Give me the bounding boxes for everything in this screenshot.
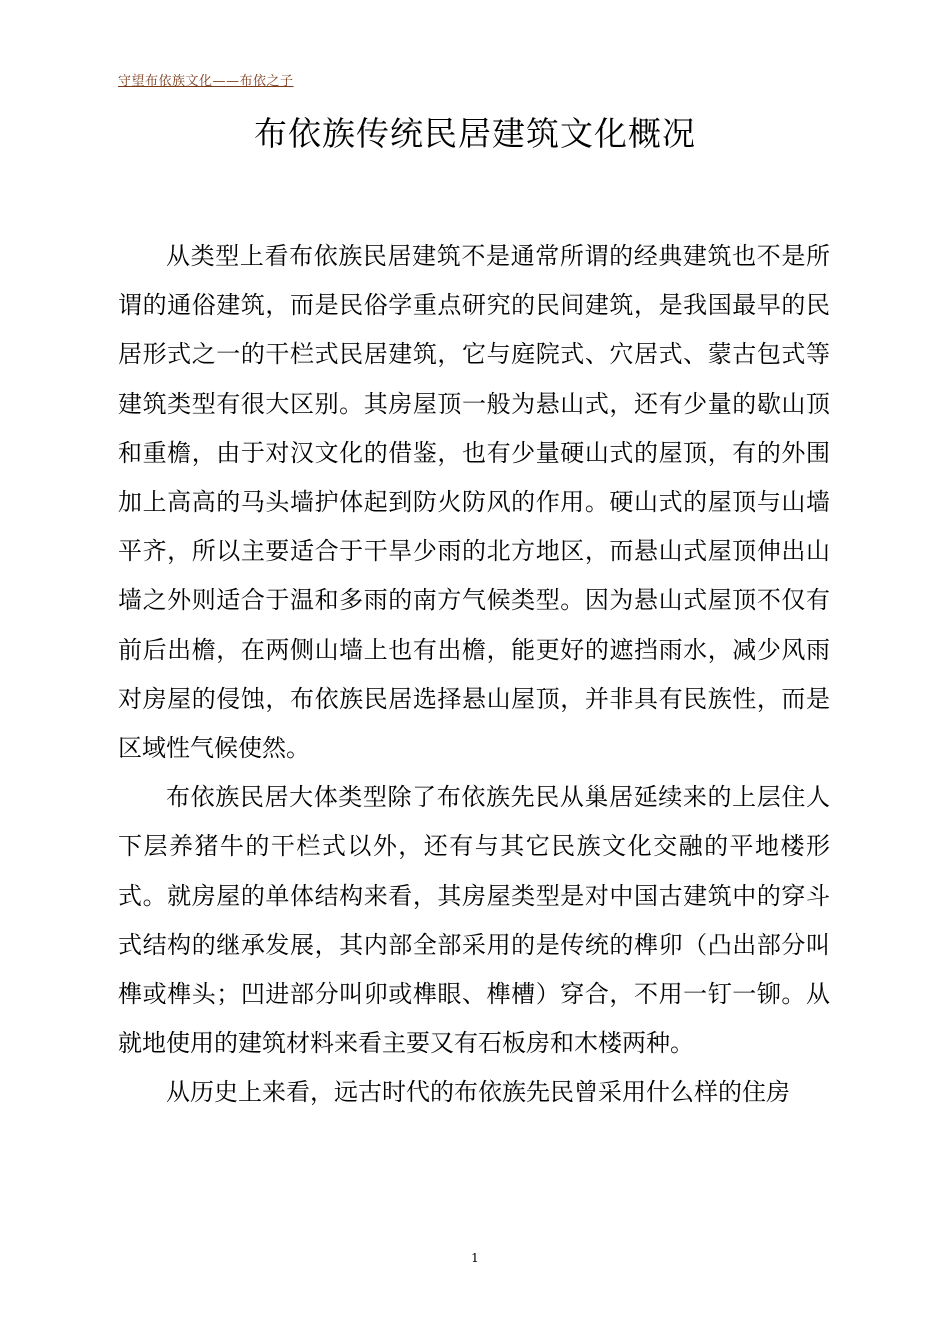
running-header: 守望布依族文化——布依之子 — [118, 74, 294, 89]
body-paragraph: 从类型上看布依族民居建筑不是通常所谓的经典建筑也不是所谓的通俗建筑，而是民俗学重点研究的民间建筑，是我国最早的民居形式之一的干栏式民居建筑，它与庭院式、穴居式、蒙古包式等建筑类型有很大区别。其房屋顶一般为悬山式，还有少量的歇山顶和重檐，由于对汉文化的借鉴，也有少量硬山式的屋顶，有的外围加上高高的马头墙护体起到防火防风的作用。硬山式的屋顶与山墙平齐，所以主要适合于干旱少雨的北方地区，而悬山式屋顶伸出山墙之外则适合于温和多雨的南方气候类型。因为悬山式屋顶不仅有前后出檐，在两侧山墙上也有出檐，能更好的遮挡雨水，减少风雨对房屋的侵蚀，布依族民居选择悬山屋顶，并非具有民族性，而是区域性气候使然。 — [118, 242, 830, 763]
page-number: 1 — [471, 1251, 479, 1265]
document-body — [118, 232, 830, 1118]
body-paragraph: 布依族民居大体类型除了布依族先民从巢居延续来的上层住人下层养猪牛的干栏式以外，还有与其它民族文化交融的平地楼形式。就房屋的单体结构来看，其房屋类型是对中国古建筑中的穿斗式结构的继承发展，其内部全部采用的是传统的榫卯（凸出部分叫榫或榫头；凹进部分叫卯或榫眼、榫槽）穿合，不用一钉一铆。从就地使用的建筑材料来看主要又有石板房和木楼两种。 — [118, 783, 830, 1058]
body-paragraph: 从历史上来看，远古时代的布依族先民曾采用什么样的住房 — [166, 1078, 790, 1107]
document-title: 布依族传统民居建筑文化概况 — [254, 114, 696, 153]
